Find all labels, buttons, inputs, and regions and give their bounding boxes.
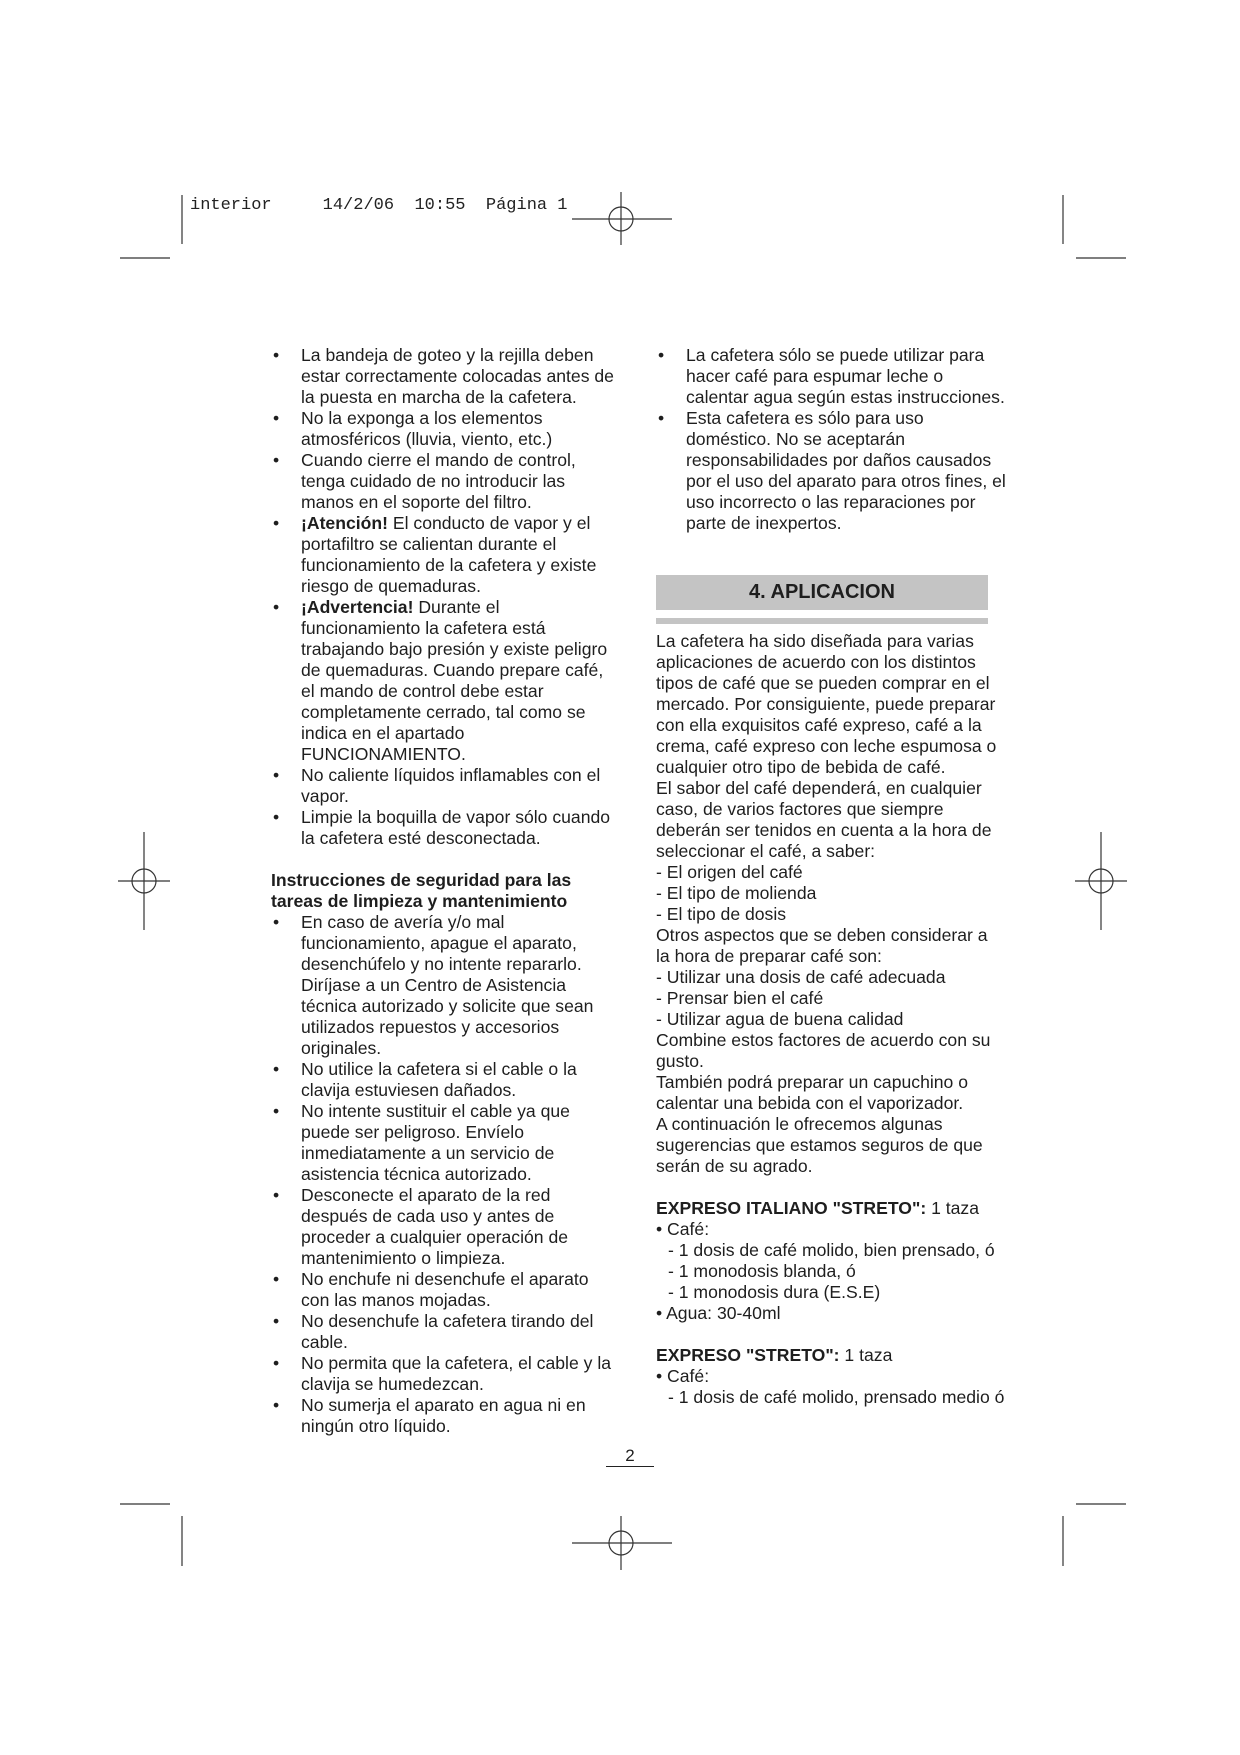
slug-time: 10:55 [414, 196, 466, 215]
page-number: 2 [606, 1446, 654, 1467]
recipe-amount: 1 taza [926, 1198, 980, 1218]
intro-text [656, 631, 1006, 1177]
list-item: • Desconecte el aparato de la red después de cada uso y antes de proceder a cualquier operación de mantenimiento o limpieza. [271, 1185, 621, 1269]
recipe-title-line [656, 1345, 1006, 1366]
warning-label: ¡Atención! [301, 513, 388, 533]
registration-mark [572, 1516, 672, 1570]
recipe-title: EXPRESO ITALIANO "STRETO": [656, 1198, 927, 1218]
list-item: • No la exponga a los elementos atmosféricos (lluvia, viento, etc.) [271, 408, 621, 450]
text-line: Otros aspectos que se deben considerar a la hora de preparar café son: [656, 925, 988, 966]
text-line: - El tipo de molienda [656, 883, 817, 903]
list-item: • Cuando cierre el mando de control, tenga cuidado de no introducir las manos en el soporte del filtro. [271, 450, 621, 513]
list-item: • No permita que la cafetera, el cable y la clavija se humedezcan. [271, 1353, 621, 1395]
list-item: • La bandeja de goteo y la rejilla deben estar correctamente colocadas antes de la puesta en marcha de la cafetera. [271, 345, 621, 408]
list-item: • No intente sustituir el cable ya que puede ser peligroso. Envíelo inmediatamente a un servicio de asistencia técnica autorizado. [271, 1101, 621, 1185]
safety-list [271, 345, 621, 849]
left-column [271, 345, 621, 1437]
recipe-amount: 1 taza [839, 1345, 893, 1365]
recipe-title: EXPRESO "STRETO": [656, 1345, 840, 1365]
section-title: 4. APLICACION [656, 575, 988, 610]
recipe-stretto [656, 1345, 1006, 1408]
list-item: • Limpie la boquilla de vapor sólo cuando la cafetera esté desconectada. [271, 807, 621, 849]
recipe-cafe-label: • Café: [656, 1366, 710, 1386]
list-item: • La cafetera sólo se puede utilizar para hacer café para espumar leche o calentar agua según estas instrucciones. [656, 345, 1006, 408]
text-line: Combine estos factores de acuerdo con su gusto. [656, 1030, 991, 1071]
list-item: • En caso de avería y/o mal funcionamiento, apague el aparato, desenchúfelo y no intente repararlo. Diríjase a un Centro de Asistencia técnica autorizado y solicite que sean utilizados repuestos y accesorios originales. [271, 912, 621, 1059]
recipe-option: - 1 dosis de café molido, bien prensado, ó [668, 1240, 995, 1260]
cleaning-subheading: Instrucciones de seguridad para las tareas de limpieza y mantenimiento [271, 870, 572, 911]
text-line: - Utilizar una dosis de café adecuada [656, 967, 946, 987]
list-item: • No enchufe ni desenchufe el aparato con las manos mojadas. [271, 1269, 621, 1311]
text-line: El sabor del café dependerá, en cualquier caso, de varios factores que siempre deberán ser tenidos en cuenta a la hora de seleccionar el café, a saber: [656, 778, 992, 861]
list-item: • No utilice la cafetera si el cable o la clavija estuviesen dañados. [271, 1059, 621, 1101]
section-rule [656, 618, 988, 624]
registration-mark [1075, 832, 1127, 930]
registration-mark [572, 192, 672, 245]
recipe-title-line [656, 1198, 1006, 1219]
list-item: • No desenchufe la cafetera tirando del cable. [271, 1311, 621, 1353]
text-line: También podrá preparar un capuchino o calentar una bebida con el vaporizador. [656, 1072, 969, 1113]
usage-list [656, 345, 1006, 534]
list-item: • ¡Atención! El conducto de vapor y el portafiltro se calientan durante el funcionamiento de la cafetera y existe riesgo de quemaduras. [271, 513, 621, 597]
slug-page-label: Página 1 [485, 196, 568, 215]
slug-date: 14/2/06 [322, 196, 395, 215]
print-slug [190, 196, 568, 215]
list-item: • No sumerja el aparato en agua ni en ningún otro líquido. [271, 1395, 621, 1437]
cleaning-list [271, 912, 621, 1437]
text-line: A continuación le ofrecemos algunas sugerencias que estamos seguros de que serán de su agrado. [656, 1114, 983, 1176]
list-item: • Esta cafetera es sólo para uso doméstico. No se aceptarán responsabilidades por daños causados por el uso del aparato para otros fines, el uso incorrecto o las reparaciones por parte de inexpertos. [656, 408, 1006, 534]
recipe-cafe-label: • Café: [656, 1219, 710, 1239]
recipe-option: - 1 monodosis dura (E.S.E) [668, 1282, 881, 1302]
recipe-option: - 1 monodosis blanda, ó [668, 1261, 856, 1281]
text-line: - El origen del café [656, 862, 803, 882]
text-line: - Utilizar agua de buena calidad [656, 1009, 904, 1029]
text-line: - Prensar bien el café [656, 988, 824, 1008]
recipe-water: • Agua: 30-40ml [656, 1303, 781, 1323]
registration-mark [118, 832, 170, 930]
list-item: • ¡Advertencia! Durante el funcionamiento la cafetera está trabajando bajo presión y existe peligro de quemaduras. Cuando prepare café, el mando de control debe estar completamente cerrado, tal como se indica en el apartado FUNCIONAMIENTO. [271, 597, 621, 765]
warning-label: ¡Advertencia! [301, 597, 414, 617]
recipe-italiano [656, 1198, 1006, 1324]
section-header [656, 575, 1006, 631]
right-column [656, 345, 1006, 1408]
text-line: La cafetera ha sido diseñada para varias aplicaciones de acuerdo con los distintos tipos de café que se pueden comprar en el mercado. Por consiguiente, puede preparar con ella exquisitos café expreso, café a la crema, café expreso con leche espumosa o cualquier otro tipo de bebida de café. [656, 631, 997, 777]
recipe-option: - 1 dosis de café molido, prensado medio ó [668, 1387, 1005, 1407]
text-line: - El tipo de dosis [656, 904, 787, 924]
slug-name: interior [190, 196, 272, 215]
list-item: • No caliente líquidos inflamables con el vapor. [271, 765, 621, 807]
